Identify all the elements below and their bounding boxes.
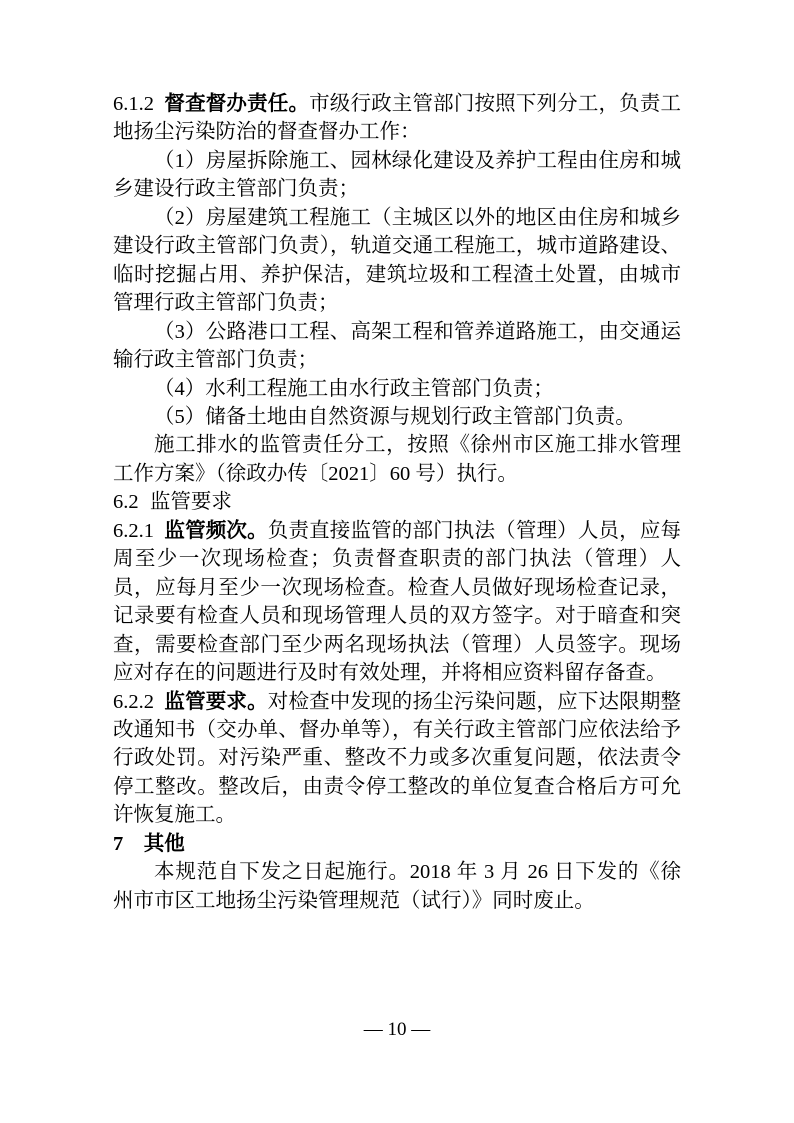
item-text: （2）房屋建筑工程施工（主城区以外的地区由住房和城乡建设行政主管部门负责），轨道交通工程施工，城市道路建设、临时挖掘占用、养护保洁，建筑垃圾和工程渣土处置，由城市管理行政主管部门负责； bbox=[113, 206, 681, 315]
section-heading-6-2 bbox=[113, 488, 681, 516]
clause-text: 对检查中发现的扬尘污染问题，应下达限期整改通知书（交办单、督办单等），有关行政主管部门应依法给予行政处罚。对污染严重、整改不力或多次重复问题，依法责令停工整改。整改后，由责令停工整改的单位复查合格后方可允许恢复施工。 bbox=[113, 690, 682, 827]
paragraph-drainage-supervision bbox=[113, 431, 681, 488]
page-footer bbox=[0, 1019, 794, 1041]
numbered-item-4 bbox=[113, 375, 681, 403]
clause-number: 6.2.1 bbox=[113, 519, 154, 542]
clause-paragraph-6-2-2 bbox=[113, 688, 681, 830]
item-text: （3）公路港口工程、高架工程和管养道路施工，由交通运输行政主管部门负责； bbox=[113, 320, 681, 372]
clause-title: 督查督办责任。 bbox=[164, 93, 310, 115]
clause-paragraph-6-1-2 bbox=[113, 90, 681, 147]
clause-title: 监管要求。 bbox=[164, 690, 268, 713]
clause-number: 6.2.2 bbox=[113, 690, 154, 713]
section-title: 监管要求 bbox=[149, 491, 232, 514]
document-body bbox=[113, 90, 681, 915]
section-title: 其他 bbox=[143, 832, 185, 855]
numbered-item-1 bbox=[113, 147, 681, 204]
numbered-item-3 bbox=[113, 318, 681, 375]
clause-text: 负责直接监管的部门执法（管理）人员，应每周至少一次现场检查；负责督查职责的部门执法（管理）人员，应每月至少一次现场检查。检查人员做好现场检查记录，记录要有检查人员和现场管理人员的双方签字。对于暗查和突查，需要检查部门至少两名现场执法（管理）人员签字。现场应对存在的问题进行及时有效处理，并将相应资料留存备查。 bbox=[113, 519, 682, 685]
section-heading-7 bbox=[113, 830, 681, 858]
item-text: （1）房屋拆除施工、园林绿化建设及养护工程由住房和城乡建设行政主管部门负责； bbox=[113, 149, 681, 201]
paragraph-text: 施工排水的监管责任分工，按照《徐州市区施工排水管理工作方案》（徐政办传〔2021〕60 号）执行。 bbox=[113, 434, 681, 485]
clause-text: 市级行政主管部门按照下列分工，负责工地扬尘污染防治的督查督办工作： bbox=[113, 93, 682, 144]
paragraph-effective-date bbox=[113, 858, 681, 915]
clause-title: 监管频次。 bbox=[164, 519, 268, 542]
item-text: （5）储备土地由自然资源与规划行政主管部门负责。 bbox=[154, 405, 636, 428]
clause-paragraph-6-2-1 bbox=[113, 517, 681, 688]
page-number: — 10 — bbox=[363, 1019, 431, 1040]
section-number: 6.2 bbox=[113, 491, 139, 514]
numbered-item-5 bbox=[113, 403, 681, 431]
item-text: （4）水利工程施工由水行政主管部门负责； bbox=[154, 377, 554, 400]
numbered-item-2 bbox=[113, 204, 681, 318]
clause-number: 6.1.2 bbox=[113, 93, 154, 115]
paragraph-text: 本规范自下发之日起施行。2018 年 3 月 26 日下发的《徐州市市区工地扬尘污染管理规范（试行）》同时废止。 bbox=[113, 861, 681, 912]
section-number: 7 bbox=[113, 832, 124, 855]
